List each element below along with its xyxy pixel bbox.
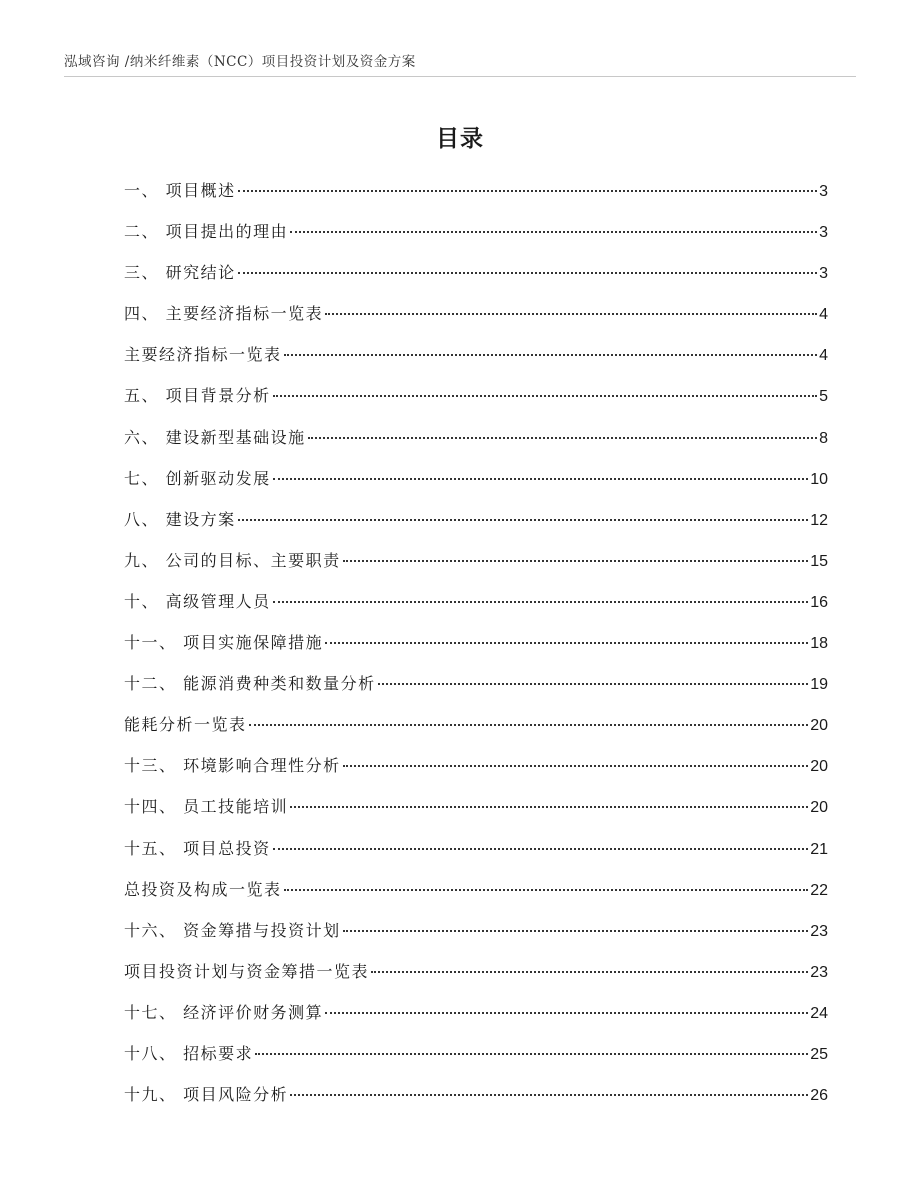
toc-entry[interactable] [124,499,828,540]
toc-page-number: 10 [810,470,828,488]
toc-entry-text: 十五、 项目总投资 [124,838,271,858]
toc-entry-text: 总投资及构成一览表 [124,879,282,899]
toc-entry[interactable] [124,458,828,499]
toc-entry-text: 能耗分析一览表 [124,715,247,735]
toc-page-number: 3 [819,224,828,242]
toc-dot-leader [284,354,818,356]
toc-page-number: 20 [810,758,828,776]
toc-dot-leader [255,1053,808,1055]
toc-entry[interactable] [124,910,828,951]
toc-dot-leader [238,272,818,274]
header-divider [64,76,856,77]
table-of-contents [124,170,828,1115]
page-header: 泓域咨询 /纳米纤维素（NCC）项目投资计划及资金方案 [64,54,416,70]
toc-dot-leader [273,395,818,397]
toc-dot-leader [290,231,817,233]
toc-entry[interactable] [124,828,828,869]
toc-entry[interactable] [124,293,828,334]
toc-entry-text: 十六、 资金筹措与投资计划 [124,920,341,940]
toc-dot-leader [343,765,809,767]
toc-dot-leader [238,519,809,521]
toc-entry-text: 八、 建设方案 [124,509,236,529]
toc-page-number: 4 [819,347,828,365]
toc-entry-text: 三、 研究结论 [124,263,236,283]
toc-entry-text: 主要经济指标一览表 [124,345,282,365]
toc-dot-leader [325,642,808,644]
toc-entry[interactable] [124,581,828,622]
toc-entry[interactable] [124,622,828,663]
toc-entry[interactable] [124,417,828,458]
toc-entry[interactable] [124,540,828,581]
toc-dot-leader [378,683,809,685]
toc-page-number: 15 [810,552,828,570]
toc-entry[interactable] [124,951,828,992]
toc-dot-leader [325,313,817,315]
toc-page-number: 24 [810,1004,828,1022]
toc-entry[interactable] [124,786,828,827]
toc-entry-text: 十二、 能源消费种类和数量分析 [124,674,376,694]
toc-page-number: 3 [819,265,828,283]
toc-page-number: 23 [810,922,828,940]
toc-entry-text: 一、 项目概述 [124,181,236,200]
toc-dot-leader [249,724,809,726]
toc-dot-leader [284,889,809,891]
toc-entry[interactable] [124,1033,828,1074]
toc-entry[interactable] [124,869,828,910]
toc-page-number: 16 [810,593,828,611]
toc-entry-text: 四、 主要经济指标一览表 [124,304,324,324]
toc-dot-leader [308,437,818,439]
toc-page-number: 8 [819,429,828,447]
toc-entry-text: 十一、 项目实施保障措施 [124,633,324,653]
toc-dot-leader [343,930,809,932]
toc-title: 目录 [436,126,484,152]
toc-entry[interactable] [124,745,828,786]
toc-dot-leader [290,1094,808,1096]
toc-entry-text: 十三、 环境影响合理性分析 [124,756,341,776]
toc-page-number: 3 [819,183,828,200]
toc-entry[interactable] [124,170,828,211]
toc-page-number: 22 [810,881,828,899]
toc-entry-text: 五、 项目背景分析 [124,386,271,406]
toc-entry-text: 十八、 招标要求 [124,1043,254,1063]
toc-entry-text: 二、 项目提出的理由 [124,222,289,242]
toc-page-number: 4 [819,306,828,324]
toc-entry-text: 十四、 员工技能培训 [124,797,289,817]
toc-page-number: 26 [810,1087,828,1105]
toc-page-number: 25 [810,1045,828,1063]
toc-entry[interactable] [124,252,828,293]
toc-page-number: 23 [810,963,828,981]
toc-page-number: 12 [810,511,828,529]
toc-entry[interactable] [124,211,828,252]
toc-entry-text: 七、 创新驱动发展 [124,468,271,488]
toc-entry-text: 十七、 经济评价财务测算 [124,1002,324,1022]
toc-page-number: 19 [810,676,828,694]
toc-entry[interactable] [124,992,828,1033]
toc-entry-text: 十、 高级管理人员 [124,591,271,611]
toc-entry-text: 九、 公司的目标、主要职责 [124,550,341,570]
toc-entry-text: 六、 建设新型基础设施 [124,427,306,447]
toc-dot-leader [343,560,809,562]
toc-entry[interactable] [124,704,828,745]
toc-page-number: 21 [810,840,828,858]
toc-dot-leader [325,1012,808,1014]
toc-dot-leader [273,601,809,603]
toc-dot-leader [238,190,818,192]
toc-entry[interactable] [124,375,828,416]
toc-page-number: 20 [810,717,828,735]
toc-entry-text: 十九、 项目风险分析 [124,1085,289,1105]
toc-entry[interactable] [124,663,828,704]
toc-dot-leader [273,478,809,480]
toc-page-number: 5 [819,388,828,406]
toc-dot-leader [273,848,809,850]
toc-entry[interactable] [124,334,828,375]
toc-dot-leader [371,971,808,973]
toc-dot-leader [290,806,808,808]
toc-entry[interactable] [124,1074,828,1115]
toc-entry-text: 项目投资计划与资金筹措一览表 [124,961,370,981]
toc-page-number: 18 [810,635,828,653]
toc-page-number: 20 [810,799,828,817]
